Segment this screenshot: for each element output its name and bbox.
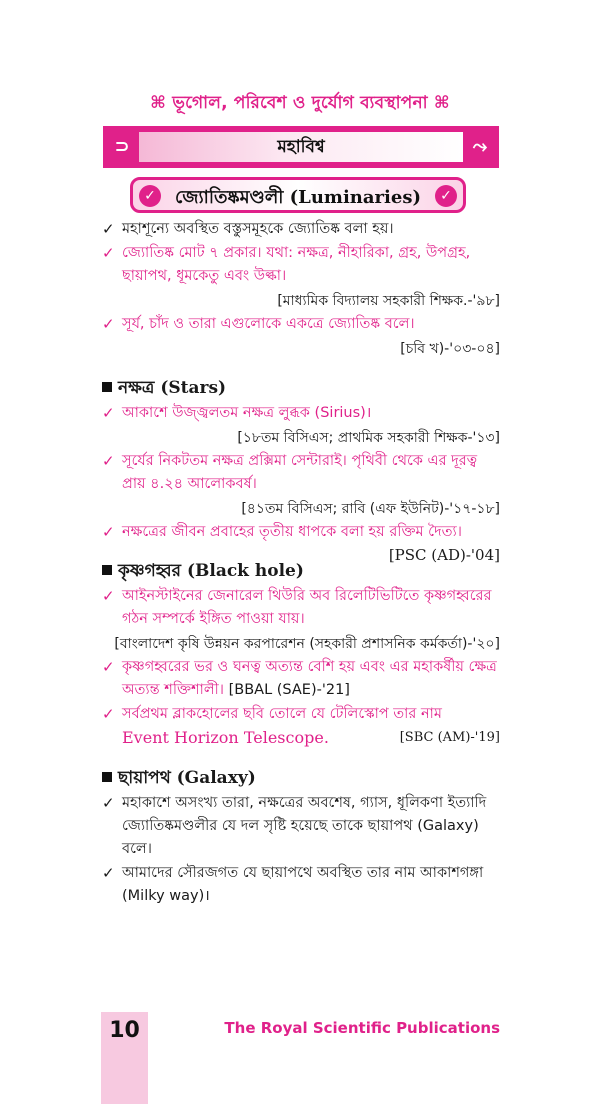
section-heading-galaxy: ছায়াপথ (Galaxy) xyxy=(102,765,500,791)
list-item xyxy=(102,242,500,288)
page-number: 10 xyxy=(109,1018,140,1043)
source-citation: [মাধ্যমিক বিদ্যালয় সহকারী শিক্ষক.-'৯৮] xyxy=(277,293,500,309)
source-citation: [১৮তম বিসিএস; প্রাথমিক সহকারী শিক্ষক-'১৩] xyxy=(237,430,500,446)
square-bullet-icon xyxy=(102,772,112,782)
telescope-name: Event Horizon Telescope. xyxy=(122,728,329,747)
list-item xyxy=(102,313,500,336)
item-text: জ্যোতিষ্ক মোট ৭ প্রকার। যথা: নক্ষত্র, নীহারিকা, গ্রহ, উপগ্রহ, ছায়াপথ, ধূমকেতু এবং উল্কা। xyxy=(122,245,471,284)
circle-arrow-left-icon: ⊃ xyxy=(114,136,130,157)
check-mark-icon: ✓ xyxy=(102,404,115,422)
list-item xyxy=(102,862,500,908)
chapter-banner xyxy=(103,126,499,168)
luminaries-title: জ্যোতিষ্কমণ্ডলী (Luminaries) xyxy=(175,187,421,208)
page-number-tab xyxy=(101,1012,148,1104)
list-item xyxy=(102,656,500,702)
list-item xyxy=(102,585,500,631)
subject-title: ⌘ ভূগোল, পরিবেশ ও দুর্যোগ ব্যবস্থাপনা ⌘ xyxy=(150,93,450,113)
item-text: মহাশূন্যে অবস্থিত বস্তুসমূহকে জ্যোতিষ্ক বলা হয়। xyxy=(122,221,394,237)
list-item xyxy=(102,703,500,751)
item-text: আমাদের সৌরজগত যে ছায়াপথে অবস্থিত তার নাম আকাশগঙ্গা (Milky way)। xyxy=(122,865,484,904)
list-item xyxy=(102,521,500,564)
list-item xyxy=(102,218,500,241)
list-item xyxy=(102,792,500,861)
check-mark-icon: ✓ xyxy=(102,315,115,333)
check-circle-icon: ✓ xyxy=(139,185,161,207)
arrow-right-icon: ⤳ xyxy=(472,136,488,157)
source-citation: [বাংলাদেশ কৃষি উন্নয়ন করপারেশন (সহকারী প্রশাসনিক কর্মকর্তা)-'২০] xyxy=(114,636,500,652)
check-mark-icon: ✓ xyxy=(102,794,115,812)
check-mark-icon: ✓ xyxy=(102,587,115,605)
section-heading-stars: নক্ষত্র (Stars) xyxy=(102,375,500,401)
check-mark-icon: ✓ xyxy=(102,244,115,262)
item-text: আইনস্টাইনের জেনারেল থিউরি অব রিলেটিভিটিতে কৃষ্ণগহ্বরের গঠন সম্পর্কে ইঙ্গিত পাওয়া যায়। xyxy=(122,588,492,627)
item-text: মহাকাশে অসংখ্য তারা, নক্ষত্রের অবশেষ, গ্যাস, ধূলিকণা ইত্যাদি জ্যোতিষ্কমণ্ডলীর যে দল সৃষ্টি হয়েছে তাকে ছায়াপথ (Galaxy) বলে। xyxy=(122,795,487,857)
item-text: কৃষ্ণগহ্বরের ভর ও ঘনত্ব অত্যন্ত বেশি হয় এবং এর মহাকর্ষীয় ক্ষেত্র অত্যন্ত শক্তিশালী। xyxy=(122,659,497,698)
source-citation: [SBC (AM)-'19] xyxy=(399,730,500,745)
item-text: আকাশে উজ্জ্বলতম নক্ষত্র লুব্ধক (Sirius)। xyxy=(122,405,372,421)
luminaries-banner xyxy=(130,177,466,213)
item-text: সূর্য, চাঁদ ও তারা এগুলোকে একত্রে জ্যোতিষ্ক বলে। xyxy=(122,316,415,332)
source-citation: [PSC (AD)-'04] xyxy=(388,546,500,564)
list-item xyxy=(102,450,500,496)
check-mark-icon: ✓ xyxy=(102,523,115,541)
source-citation: [চবি খ)-'০৩-০৪] xyxy=(400,341,500,357)
item-text: সূর্যের নিকটতম নক্ষত্র প্রক্সিমা সেন্টারাই। পৃথিবী থেকে এর দূরত্ব প্রায় ৪.২৪ আলোকবর্ষ। xyxy=(122,453,478,492)
section-heading-black-hole: কৃষ্ণগহ্বর (Black hole) xyxy=(102,558,500,584)
item-text: সর্বপ্রথম ব্লাকহোলের ছবি তোলে যে টেলিস্কোপ তার নাম xyxy=(122,706,442,722)
check-mark-icon: ✓ xyxy=(102,452,115,470)
source-citation: [৪১তম বিসিএস; রাবি (এফ ইউনিট)-'১৭-১৮] xyxy=(241,501,500,517)
check-mark-icon: ✓ xyxy=(102,658,115,676)
check-mark-icon: ✓ xyxy=(102,864,115,882)
main-content xyxy=(102,218,500,909)
source-citation: [BBAL (SAE)-'21] xyxy=(228,682,350,698)
list-item xyxy=(102,402,500,425)
square-bullet-icon xyxy=(102,565,112,575)
check-mark-icon: ✓ xyxy=(102,220,115,238)
check-circle-icon: ✓ xyxy=(435,185,457,207)
item-text: নক্ষত্রের জীবন প্রবাহের তৃতীয় ধাপকে বলা হয় রক্তিম দৈত্য। xyxy=(122,524,462,540)
square-bullet-icon xyxy=(102,382,112,392)
check-mark-icon: ✓ xyxy=(102,705,115,723)
chapter-title: মহাবিশ্ব xyxy=(139,132,463,162)
publisher-name: The Royal Scientific Publications xyxy=(224,1019,500,1037)
